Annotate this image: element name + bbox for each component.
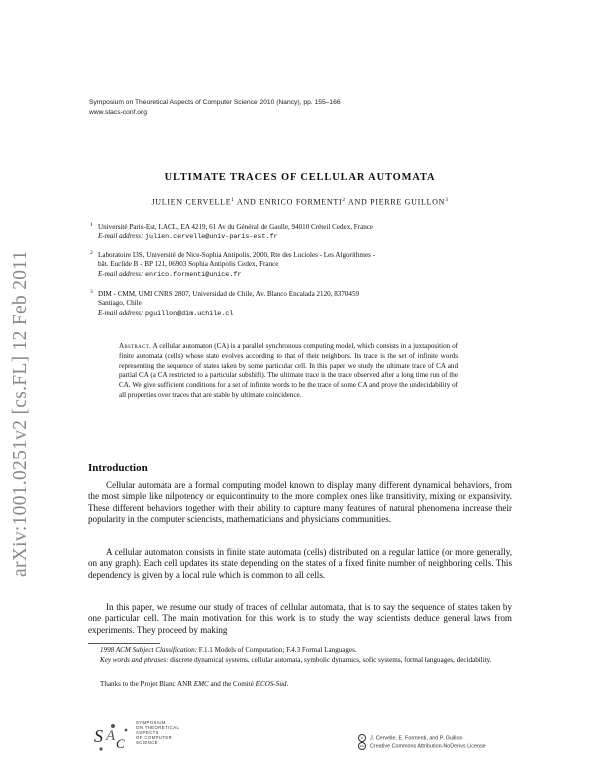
paper-title: ULTIMATE TRACES OF CELLULAR AUTOMATA	[164, 172, 436, 183]
affiliation-address: bât. Euclide B - BP 121, 06903 Sophia Antipolis Cedex, France	[98, 260, 279, 269]
author-name: AND PIERRE GUILLON	[348, 197, 446, 207]
venue-header: Symposium on Theoretical Aspects of Computer Science 2010 (Nancy), pp. 155–166	[89, 99, 341, 106]
affiliation-address: DIM - CMM, UMI CNRS 2807, Universidad de Chile, Av. Blanco Encalada 2120, 8370459	[98, 290, 360, 298]
svg-text:A: A	[106, 728, 116, 744]
license-block	[358, 734, 486, 751]
paragraph-text: A cellular automaton consists in finite state automata (cells) distributed on a regular lattice (or more generally, on any graph). Each cell updates its state depending on the states of a fixed finite number of neighboring cells. This dependency is given by a local rule which is common to all cells.	[88, 547, 512, 580]
copyright-holders: J. Cervelle, E. Formenti, and P. Guillon	[370, 735, 463, 742]
affiliation-address: Université Paris-Est, LACL, EA 4219, 61 Av du Général de Gaulle, 94010 Créteil Cedex, France	[98, 223, 374, 231]
abstract	[119, 342, 458, 401]
footnote-label: Key words and phrases:	[100, 656, 169, 664]
affiliation	[90, 250, 488, 280]
copyright-icon: c	[358, 734, 366, 742]
footnote-text: Thanks to the Projet Blanc ANR	[100, 680, 194, 688]
email-address[interactable]: julien.cervelle@univ-paris-est.fr	[145, 233, 278, 242]
footnote-emph: ECOS-Sud	[255, 680, 287, 688]
body-paragraph	[88, 480, 512, 525]
svg-text:S: S	[94, 726, 103, 746]
footnote-keywords	[100, 656, 512, 666]
affiliation-address: Laboratoire I3S, Université de Nice-Sophia Antipolis, 2000, Rte des Lucioles - Les Algorithmes -	[98, 251, 375, 259]
stacs-logo-icon	[92, 718, 134, 754]
svg-text:C: C	[116, 736, 125, 751]
footnote-text: .	[286, 680, 289, 688]
email-address[interactable]: pguillon@dim.uchile.cl	[145, 309, 234, 318]
section-heading: Introduction	[88, 462, 148, 474]
abstract-label: Abstract.	[119, 342, 152, 350]
logo-text-line: ON THEORETICAL	[136, 725, 180, 731]
author-list	[0, 197, 600, 207]
affiliation	[90, 222, 488, 243]
footnote-label: 1998 ACM Subject Classification:	[100, 646, 198, 654]
footnote-acm	[100, 646, 512, 656]
venue-url[interactable]: www.stacs-conf.org	[89, 109, 147, 116]
author-name: JULIEN CERVELLE	[151, 197, 232, 207]
arxiv-stamp: arXiv:1001.0251v2 [cs.FL] 12 Feb 2011	[10, 250, 31, 577]
logo-text-line: ASPECTS	[136, 730, 159, 736]
footnote-text: F.1.1 Models of Computation; F.4.3 Formal Languages.	[197, 646, 357, 654]
body-paragraph	[88, 602, 512, 636]
creative-commons-icon: cc	[360, 743, 364, 749]
footnote-rule	[88, 643, 160, 644]
footnote-text: and the Comité	[208, 680, 256, 688]
stacs-logo	[92, 718, 222, 754]
footnote-thanks	[100, 680, 512, 690]
body-paragraph	[88, 547, 512, 581]
email-address[interactable]: enrico.formenti@unice.fr	[145, 270, 242, 279]
author-sup: 2	[342, 197, 346, 203]
paragraph-text: In this paper, we resume our study of traces of cellular automata, that is to say the sequence of states taken by one particular cell. The main motivation for this work is to study the way scientists deduce general laws from experiments. They proceed by making	[88, 602, 512, 635]
logo-text-line: OF COMPUTER	[136, 735, 173, 741]
affiliation-address: Santiago, Chile	[98, 299, 142, 308]
email-label: E-mail address:	[98, 232, 144, 241]
affiliation-number: 1	[90, 222, 93, 228]
author-sup: 3	[445, 197, 449, 203]
footnote-text: discrete dynamical systems, cellular automata, symbolic dynamics, sofic systems, formal languages, decidability.	[168, 656, 492, 664]
affiliation	[90, 289, 488, 319]
footnote-emph: EMC	[193, 680, 209, 688]
abstract-text: A cellular automaton (CA) is a parallel synchronous computing model, which consists in a juxtaposition of finite automata (cells) whose state evolves according to that of their neighbors. Its trace is the set of infinite words representing the sequence of states taken by some particular cell. In this paper we study the ultimate trace of CA and partial CA (a CA restricted to a particular subshift). The ultimate trace is the trace observed after a long time run of the CA. We give sufficient conditions for a set of infinite words to be the trace of some CA and prove the undecidability of all properties over traces that are stable by ultimate coincidence.	[119, 342, 458, 399]
email-label: E-mail address:	[98, 308, 144, 317]
logo-text-line: SCIENCE	[136, 740, 158, 746]
license-text[interactable]: Creative Commons Attribution-NoDerivs License	[370, 743, 486, 750]
logo-text	[136, 720, 179, 745]
logo-text-line: SYMPOSIUM	[136, 720, 166, 725]
affiliation-number: 2	[90, 250, 93, 256]
author-name: AND ENRICO FORMENTI	[237, 197, 343, 207]
affiliation-number: 3	[90, 289, 93, 295]
author-sup: 1	[231, 197, 235, 203]
paragraph-text: Cellular automata are a formal computing model known to display many different dynamical behaviors, from the most simple like nilpotency or equicontinuity to the more complex ones like transitivity, mixing or expansivity. These different behaviors together with their ability to capture many features of natural phenomena increase their popularity in the computer sciencists, mathematicians and physicians communities.	[88, 480, 512, 524]
email-label: E-mail address:	[98, 269, 144, 278]
